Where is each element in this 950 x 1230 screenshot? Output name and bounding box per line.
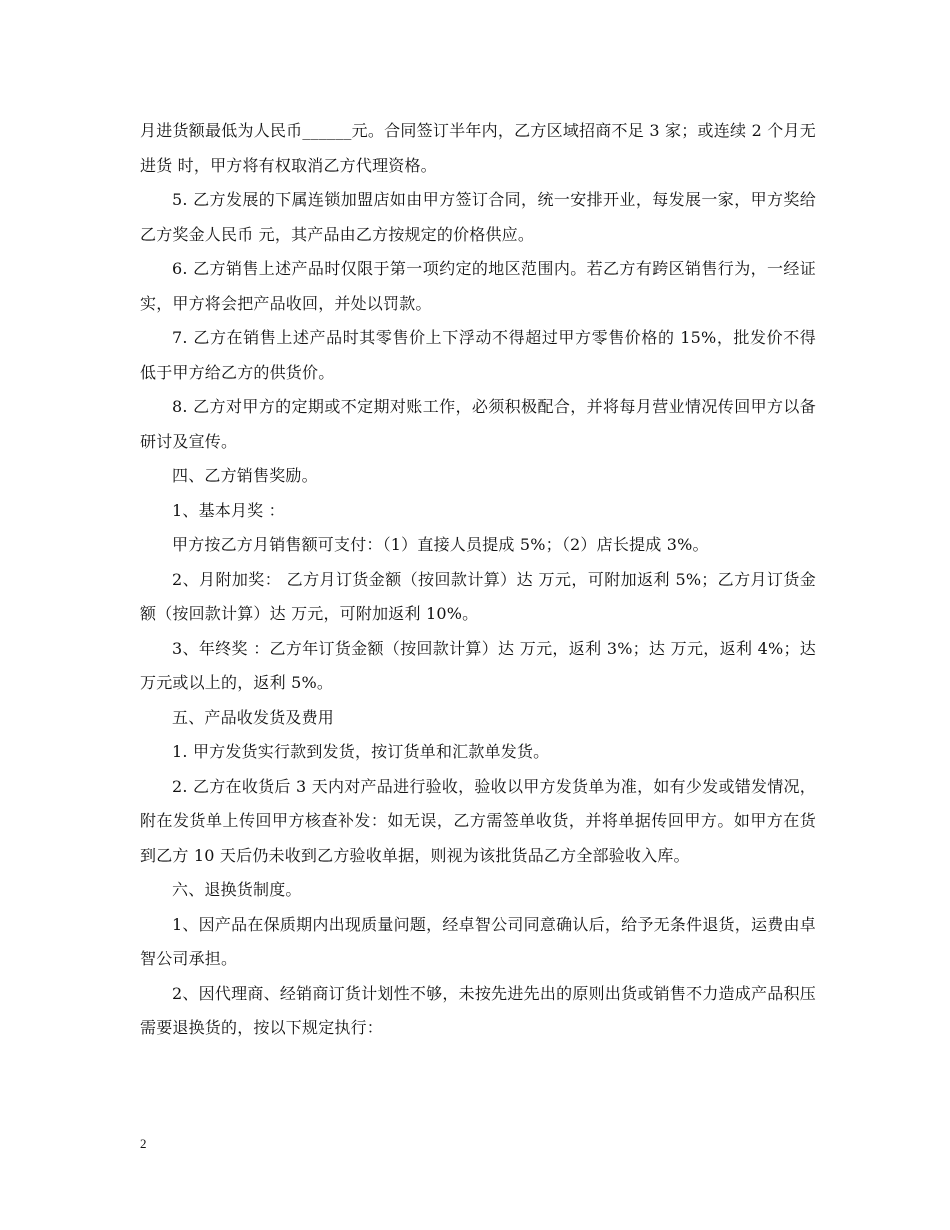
section-heading-6: 六、退换货制度。 bbox=[172, 880, 302, 899]
paragraph-return-1: 1、因产品在保质期内出现质量问题，经卓智公司同意确认后，给予无条件退货，运费由卓智公司承担。 bbox=[140, 914, 816, 968]
paragraph-return-2: 2、因代理商、经销商订货计划性不够，未按先进先出的原则出货或销售不力造成产品积压需要退换货的，按以下规定执行： bbox=[140, 983, 816, 1037]
section-heading-5: 五、产品收发货及费用 bbox=[172, 707, 335, 727]
paragraph-basic-monthly-bonus: 1、基本月奖 ： bbox=[172, 500, 285, 520]
page-number: 2 bbox=[140, 1136, 147, 1151]
paragraph-shipping-2: 2. 乙方在收货后 3 天内对产品进行验收，验收以甲方发货单为准，如有少发或错发情况，附在发货单上传回甲方核查补发：如无误，乙方需签单收货，并将单据传回甲方。如甲方在货到乙方 10 天后仍未收到乙方验收单据，则视为该批货品乙方全部验收入库。 bbox=[140, 776, 816, 865]
document-body bbox=[140, 114, 822, 1046]
paragraph-monthly-extra-bonus: 2、月附加奖： 乙方月订货金额（按回款计算）达 万元，可附加返利 5%；乙方月订货金额（按回款计算）达 万元，可附加返利 10%。 bbox=[140, 569, 816, 623]
paragraph-shipping-1: 1. 甲方发货实行款到发货，按订货单和汇款单发货。 bbox=[172, 742, 550, 761]
paragraph-commission: 甲方按乙方月销售额可支付：（1）直接人员提成 5%；（2）店长提成 3%。 bbox=[172, 535, 709, 554]
section-heading-4: 四、乙方销售奖励。 bbox=[172, 466, 318, 485]
paragraph-clause-8: 8. 乙方对甲方的定期或不定期对账工作，必须积极配合，并将每月营业情况传回甲方以备研讨及宣传。 bbox=[140, 397, 816, 451]
paragraph-clause-5: 5. 乙方发展的下属连锁加盟店如由甲方签订合同，统一安排开业，每发展一家，甲方奖给乙方奖金人民币 元，其产品由乙方按规定的价格供应。 bbox=[140, 190, 816, 244]
paragraph-clause-7: 7. 乙方在销售上述产品时其零售价上下浮动不得超过甲方零售价格的 15%，批发价不得低于甲方给乙方的供货价。 bbox=[140, 328, 816, 382]
paragraph-clause-6: 6. 乙方销售上述产品时仅限于第一项约定的地区范围内。若乙方有跨区销售行为，一经证实，甲方将会把产品收回，并处以罚款。 bbox=[140, 259, 816, 313]
paragraph-year-end-bonus: 3、年终奖 ：乙方年订货金额（按回款计算）达 万元，返利 3%；达 万元，返利 4%；达 万元或以上的，返利 5%。 bbox=[140, 638, 822, 692]
paragraph-continuation: 月进货额最低为人民币______元。合同签订半年内，乙方区域招商不足 3 家；或连续 2 个月无进货 时，甲方将有权取消乙方代理资格。 bbox=[140, 121, 816, 175]
